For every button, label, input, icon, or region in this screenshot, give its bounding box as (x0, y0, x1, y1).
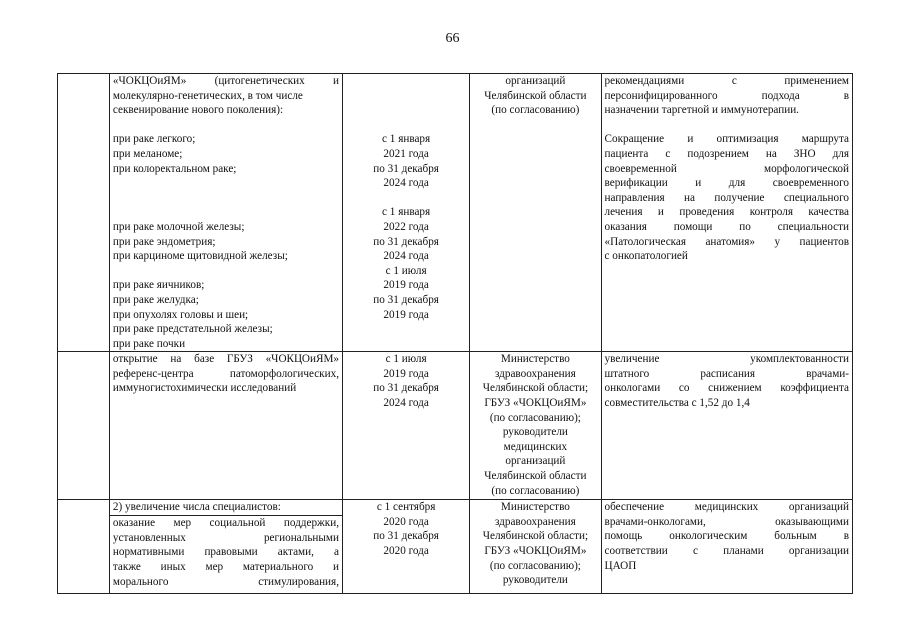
text-line: организаций (505, 75, 566, 87)
text-line: 2024 года (383, 250, 429, 263)
text-line: оказание мер социальной поддержки, (112, 517, 339, 530)
text-line: организаций (505, 455, 566, 468)
text-line: 2019 года (383, 308, 429, 321)
text-line: рекомендациями с применением (604, 75, 849, 87)
text-line: направления на получение специального (604, 191, 849, 204)
text-line: медицинских (503, 440, 568, 453)
text-line: 2021 года (383, 147, 429, 160)
text-line: пациента с подозрением на ЗНО для (604, 147, 849, 160)
page-number: 66 (445, 31, 460, 46)
text-line: 2019 года (383, 367, 429, 380)
text-line: при опухолях головы и шеи; (112, 308, 249, 321)
text-line: (по согласованию); (489, 559, 581, 572)
text-line: с 1 января (382, 206, 431, 219)
text-line: здравоохранения (494, 515, 576, 528)
text-line: при раке молочной железы; (112, 220, 245, 233)
text-line: «ЧОКЦОиЯМ» (цитогенетических и (112, 75, 339, 87)
text-line: по 31 декабря (373, 235, 439, 248)
text-line: Челябинской области; (482, 382, 589, 395)
text-line: (по согласованию) (491, 484, 580, 497)
text-line: по 31 декабря (373, 162, 439, 175)
text-line: при раке желудка; (112, 293, 199, 306)
text-line: при карциноме щитовидной железы; (112, 250, 288, 263)
period-cell (343, 74, 470, 352)
text-line: 2019 года (383, 279, 429, 292)
result-cell (601, 500, 852, 594)
text-line: онкологами со снижением коэффициента (604, 382, 849, 395)
text-line: с 1 января (382, 133, 431, 146)
text-line: соответствии с планами организации (604, 545, 849, 558)
text-line: 2024 года (383, 177, 429, 190)
section-heading: 2) увеличение числа специалистов: (112, 501, 281, 514)
result-cell (601, 74, 852, 352)
measure-cell (109, 352, 342, 500)
text-line: увеличение укомплектованности (604, 353, 849, 366)
text-line: морального стимулирования, (112, 575, 339, 588)
text-line: Челябинской области; (482, 530, 589, 543)
text-line: по 31 декабря (373, 530, 439, 543)
period-cell (343, 500, 470, 594)
text-line: здравоохранения (494, 367, 576, 380)
responsible-cell (470, 352, 601, 500)
text-line: при раке предстательной железы; (112, 323, 273, 336)
text-line: иммуногистохимически исследований (112, 382, 297, 395)
text-line: (по согласованию); (489, 411, 581, 424)
text-line: по 31 декабря (373, 293, 439, 306)
text-line: с 1 июля (385, 353, 427, 366)
text-line: Министерство (500, 501, 570, 514)
text-line: по 31 декабря (373, 382, 439, 395)
text-line: лечения и проведения контроля качества (604, 206, 849, 219)
text-line: при колоректальном раке; (112, 162, 237, 175)
text-line: ГБУЗ «ЧОКЦОиЯМ» (484, 397, 587, 410)
text-line: руководители (502, 426, 568, 439)
text-line: Челябинской области (484, 89, 587, 102)
text-line: 2020 года (383, 515, 429, 528)
text-line: Сокращение и оптимизация маршрута (604, 133, 849, 146)
text-line: с 1 июля (385, 264, 427, 277)
measures-table (57, 73, 853, 594)
text-line: своевременной морфологической (604, 162, 849, 175)
text-line: референс-центра патоморфологических, (112, 367, 339, 380)
table-row (58, 500, 853, 516)
text-line: ГБУЗ «ЧОКЦОиЯМ» (484, 545, 587, 558)
text-line: 2024 года (383, 397, 429, 410)
measure-cell (109, 516, 342, 594)
table-row (58, 74, 853, 352)
text-line: при раке эндометрия; (112, 235, 216, 248)
responsible-cell (470, 500, 601, 594)
text-line: оказания помощи по специальности (604, 220, 849, 233)
row-number-cell (58, 500, 110, 594)
text-line: врачами-онкологами, оказывающими (604, 515, 849, 528)
text-line: при раке легкого; (112, 133, 196, 146)
text-line: нормативными правовыми актами, а (112, 546, 339, 559)
text-line: штатного расписания врачами- (604, 367, 849, 380)
period-cell (343, 352, 470, 500)
text-line: помощь онкологическим больным в (604, 530, 849, 543)
text-line: Челябинской области (484, 470, 587, 483)
text-line: совместительства с 1,52 до 1,4 (604, 397, 750, 410)
text-line: обеспечение медицинских организаций (604, 501, 849, 514)
text-line: с 1 сентября (376, 501, 436, 514)
text-line: Министерство (500, 353, 570, 366)
text-line: при раке яичников; (112, 279, 205, 292)
text-line: ЦАОП (604, 559, 637, 572)
text-line: 2022 года (383, 220, 429, 233)
text-line: верификации и для своевременного (604, 177, 849, 190)
row-number-cell (58, 74, 110, 352)
text-line: 2020 года (383, 545, 429, 558)
text-line: молекулярно-генетических, в том числе (112, 89, 303, 102)
measure-heading-cell (109, 500, 342, 516)
row-number-cell (58, 352, 110, 500)
responsible-cell (470, 74, 601, 352)
text-line: при меланоме; (112, 147, 183, 160)
text-line: при раке почки (112, 337, 186, 350)
text-line: (по согласованию) (491, 104, 580, 117)
text-line: также иных мер материального и (112, 561, 339, 574)
text-line: установленных региональными (112, 531, 339, 544)
measure-cell (109, 74, 342, 352)
text-line: с онкопатологией (604, 250, 688, 263)
text-line: секвенирование нового поколения): (112, 104, 284, 117)
table-row (58, 352, 853, 500)
text-line: назначении таргетной и иммунотерапии. (604, 104, 799, 117)
text-line: персонифицированного подхода в (604, 89, 849, 102)
result-cell (601, 352, 852, 500)
text-line: открытие на базе ГБУЗ «ЧОКЦОиЯМ» (112, 353, 339, 366)
text-line: руководители (502, 574, 568, 587)
text-line: «Патологическая анатомия» у пациентов (604, 235, 849, 248)
